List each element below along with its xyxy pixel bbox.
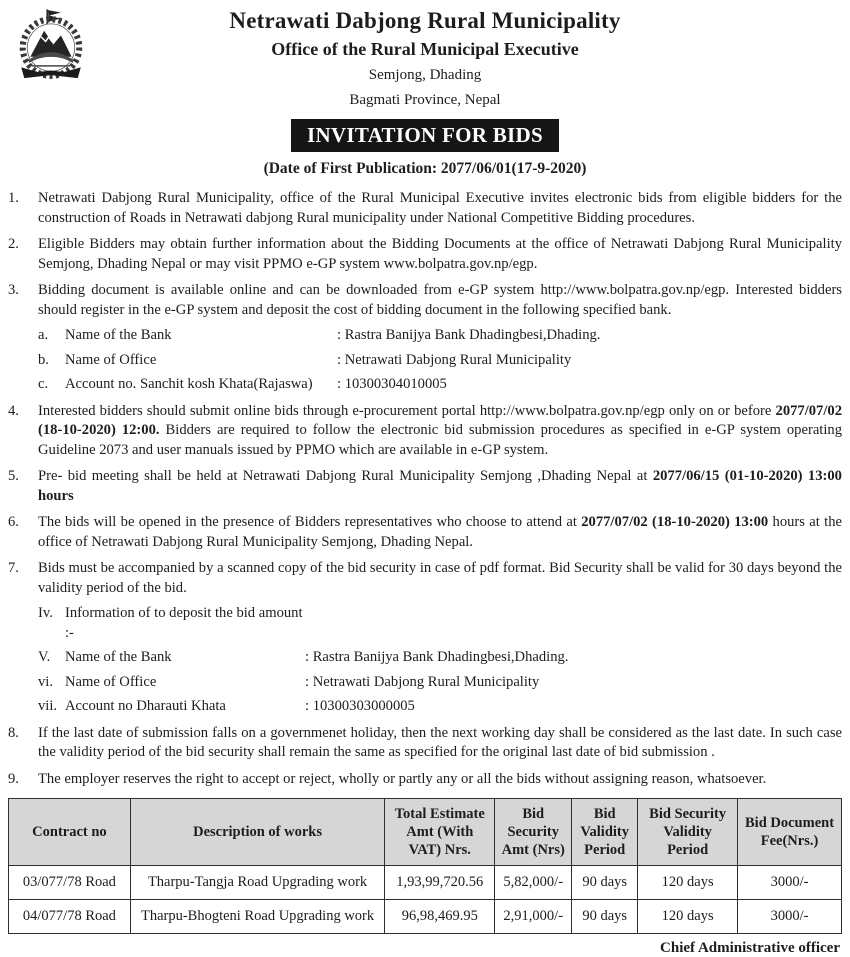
notice-text: hours at the office of Netrawati Dabjong Rural Municipality Semjong, Dhading Nepal.: [38, 514, 842, 550]
sub-item: [38, 351, 842, 371]
notice-item: [8, 467, 842, 506]
notice-item: [8, 189, 842, 228]
sub-item-label: a.: [38, 327, 49, 343]
item-number: 4.: [8, 402, 19, 419]
table-header-cell: Description of works: [130, 799, 384, 866]
office-subtitle: Office of the Rural Municipal Executive: [271, 39, 579, 59]
table-header-row: [9, 799, 842, 866]
table-cell: 3000/-: [738, 900, 842, 934]
bids-table: [8, 798, 842, 934]
sub-item: [38, 673, 842, 693]
table-cell: 120 days: [638, 866, 738, 900]
table-cell: 5,82,000/-: [495, 866, 572, 900]
table-cell: Tharpu-Tangja Road Upgrading work: [130, 866, 384, 900]
item-body: [38, 724, 842, 763]
sub-item-value: : Netrawati Dabjong Rural Municipality: [337, 351, 572, 368]
notice-bold-text: 2077/07/02 (18-10-2020) 13:00: [581, 514, 769, 530]
table-cell: 03/077/78 Road: [9, 866, 131, 900]
notice-text: The bids will be opened in the presence of Bidders representatives who choose to attend at: [38, 514, 582, 530]
notice-item: [8, 559, 842, 717]
sub-item-label: b.: [38, 351, 49, 368]
table-cell: 3000/-: [738, 866, 842, 900]
sub-item: [38, 604, 842, 643]
item-number: 5.: [8, 468, 19, 484]
sub-item-label: c.: [38, 376, 49, 392]
address-line-1: Semjong, Dhading: [368, 67, 482, 83]
sub-item-label: Iv.: [38, 605, 53, 621]
notice-item: [8, 235, 842, 274]
item-body: [38, 770, 842, 790]
item-body: [38, 281, 842, 395]
sub-item-name: Name of Office: [65, 351, 157, 368]
item-number: 3.: [8, 282, 19, 298]
sub-item-value: : Rastra Banijya Bank Dhadingbesi,Dhading.: [305, 649, 569, 665]
table-cell: 1,93,99,720.56: [385, 866, 495, 900]
sub-item-label: vii.: [38, 698, 58, 714]
notice-text: Bidders are required to follow the electronic bid submission procedures as specified in e-GP system operating Guideline 2073 and user manuals issued by PPMO which are available in e-GP system.: [38, 422, 842, 458]
signatory-title: Chief Administrative officer: [660, 940, 840, 956]
table-cell: 120 days: [638, 900, 738, 934]
table-header-cell: Bid Security Amt (Nrs): [495, 799, 572, 866]
sub-item-value: : Netrawati Dabjong Rural Municipality: [305, 673, 540, 690]
table-row: [9, 900, 842, 934]
table-cell: 90 days: [572, 866, 638, 900]
item-body: [38, 559, 842, 717]
sub-item: [38, 326, 842, 346]
address-line-2: Bagmati Province, Nepal: [349, 92, 501, 108]
table-body: [9, 866, 842, 934]
item-number: 8.: [8, 724, 19, 741]
notice-list: [0, 189, 850, 789]
notice-item: [8, 724, 842, 763]
notice-bold-text: 2077/07/02 (18-10-2020) 12:00.: [38, 402, 842, 438]
sub-list: [38, 604, 842, 717]
sub-item-name: Name of Office: [65, 673, 157, 690]
notice-item: [8, 281, 842, 395]
sub-list: [38, 326, 842, 395]
notice-bold-text: 2077/06/15 (01-10-2020) 13:00 hours: [38, 468, 842, 504]
sub-item-name: Information of to deposit the bid amount :-: [65, 605, 303, 641]
page-title: Netrawati Dabjong Rural Municipality: [229, 8, 621, 33]
item-number: 2.: [8, 236, 19, 252]
item-body: [38, 235, 842, 274]
notice-text: The employer reserves the right to accept or reject, wholly or partly any or all the bids without assigning reason, whatsoever.: [38, 770, 767, 787]
sub-item-name: Name of the Bank: [65, 649, 172, 665]
sub-item: [38, 375, 842, 395]
sub-item-label: V.: [38, 649, 51, 665]
table-cell: 90 days: [572, 900, 638, 934]
item-number: 1.: [8, 190, 19, 206]
table-cell: 04/077/78 Road: [9, 900, 131, 934]
item-body: [38, 467, 842, 506]
sub-item-label: vi.: [38, 673, 53, 690]
invitation-banner: INVITATION FOR BIDS: [291, 119, 559, 152]
notice-text: If the last date of submission falls on a governmenet holiday, then the next working day shall be considered as the last date. In such case the validity period of the bid security shall remain the same as specified for the original last date of bid submission .: [38, 724, 842, 760]
notice-text: Bids must be accompanied by a scanned copy of the bid security in case of pdf format. Bid Security shall be valid for 30 days beyond the validity period of the bid.: [38, 560, 842, 596]
item-body: [38, 513, 842, 552]
notice-text: Interested bidders should submit online bids through e-procurement portal http://www.bolpatra.gov.np/egp only on or before: [38, 402, 776, 419]
table-header-cell: Total Estimate Amt (With VAT) Nrs.: [385, 799, 495, 866]
document-header: [0, 0, 850, 178]
notice-text: Netrawati Dabjong Rural Municipality, office of the Rural Municipal Executive invites electronic bids from eligible bidders for the construction of Roads in Netrawati dabjong Rural municipality under National Competitive Bidding procedures.: [38, 190, 842, 226]
notice-text: Pre- bid meeting shall be held at Netrawati Dabjong Rural Municipality Semjong ,Dhading Nepal at: [38, 468, 653, 484]
table-header-cell: Bid Document Fee(Nrs.): [738, 799, 842, 866]
sub-item-name: Name of the Bank: [65, 327, 172, 343]
publication-date: (Date of First Publication: 2077/06/01(17-9-2020): [263, 160, 587, 177]
table-head: [9, 799, 842, 866]
item-number: 7.: [8, 560, 19, 576]
notice-text: Eligible Bidders may obtain further information about the Bidding Documents at the office of Netrawati Dabjong Rural Municipality Semjong, Dhading Nepal or may visit PPMO e-GP system www.bolpatra.gov.np/egp.: [38, 236, 842, 272]
item-body: [38, 189, 842, 228]
sub-item-value: : 10300303000005: [305, 698, 415, 714]
sub-item-value: : 10300304010005: [337, 376, 447, 392]
sub-item-name: Account no Dharauti Khata: [65, 698, 226, 714]
notice-item: [8, 770, 842, 790]
sub-item-name: Account no. Sanchit kosh Khata(Rajaswa): [65, 376, 313, 392]
table-header-cell: Contract no: [9, 799, 131, 866]
table-row: [9, 866, 842, 900]
municipality-emblem-icon: [9, 6, 93, 80]
notice-item: [8, 513, 842, 552]
table-header-cell: Bid Validity Period: [572, 799, 638, 866]
sub-item-value: : Rastra Banijya Bank Dhadingbesi,Dhading.: [337, 327, 601, 343]
notice-item: [8, 402, 842, 461]
item-number: 6.: [8, 514, 19, 530]
item-number: 9.: [8, 770, 19, 787]
sub-item: [38, 648, 842, 668]
item-body: [38, 402, 842, 461]
table-cell: 2,91,000/-: [495, 900, 572, 934]
sub-item: [38, 697, 842, 717]
table-cell: 96,98,469.95: [385, 900, 495, 934]
table-cell: Tharpu-Bhogteni Road Upgrading work: [130, 900, 384, 934]
notice-text: Bidding document is available online and can be downloaded from e-GP system http://www.bolpatra.gov.np/egp. Interested bidders should register in the e-GP system and deposit the cost of bidding document in the following specified bank.: [38, 282, 842, 318]
table-header-cell: Bid Security Validity Period: [638, 799, 738, 866]
